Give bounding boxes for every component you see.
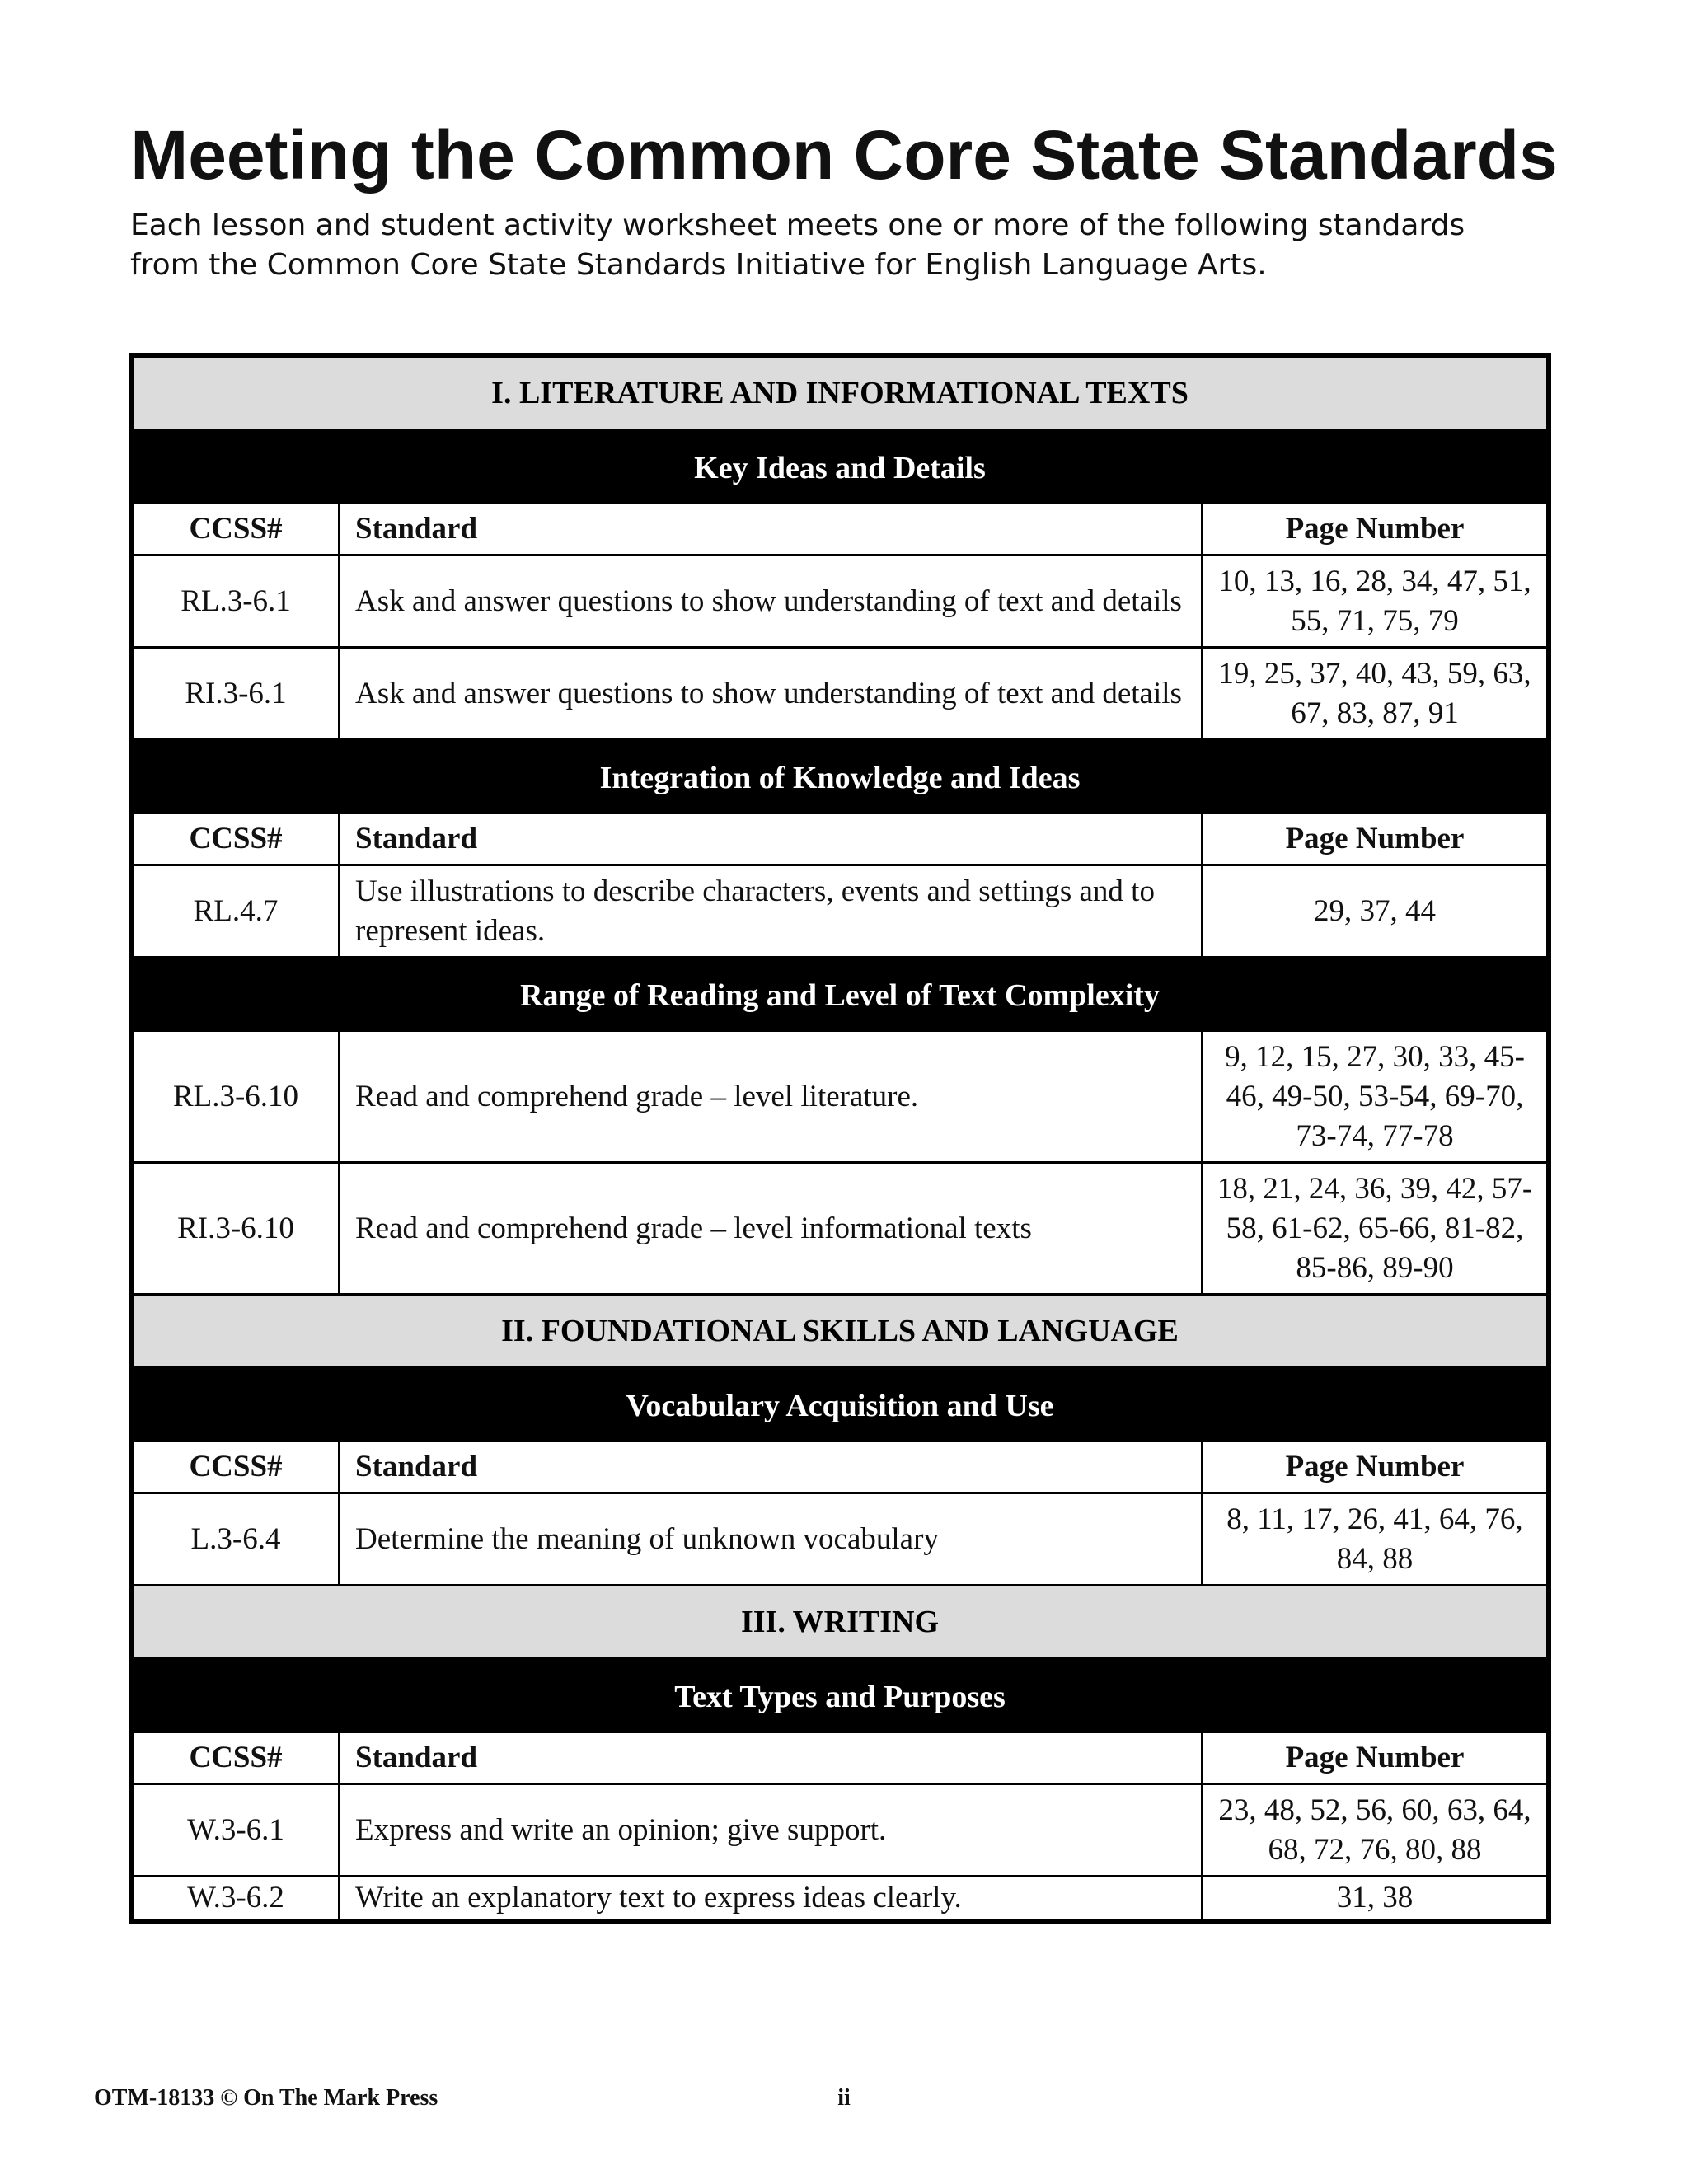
page-numbers: 29, 37, 44 bbox=[1203, 866, 1546, 958]
standards-table bbox=[129, 353, 1551, 1924]
ccss-code: RL.4.7 bbox=[134, 866, 340, 958]
page-numbers: 18, 21, 24, 36, 39, 42, 57-58, 61-62, 65-66, 81-82, 85-86, 89-90 bbox=[1203, 1164, 1546, 1296]
subsection-heading-integration: Integration of Knowledge and Ideas bbox=[134, 741, 1546, 814]
intro-line: from the Common Core State Standards Initiative for English Language Arts. bbox=[130, 248, 1267, 282]
intro-line: Each lesson and student activity worksheet meets one or more of the following standards bbox=[130, 209, 1465, 242]
ccss-code: W.3-6.2 bbox=[134, 1877, 340, 1919]
footer-page-number: ii bbox=[837, 2085, 851, 2111]
ccss-code: RL.3-6.10 bbox=[134, 1032, 340, 1164]
column-header-page-number: Page Number bbox=[1203, 1442, 1546, 1494]
column-header-standard: Standard bbox=[340, 1733, 1203, 1785]
standard-text: Read and comprehend grade – level literature. bbox=[340, 1032, 1203, 1164]
standard-text: Determine the meaning of unknown vocabulary bbox=[340, 1494, 1203, 1586]
column-header-page-number: Page Number bbox=[1203, 504, 1546, 556]
footer-publisher: OTM-18133 © On The Mark Press bbox=[94, 2085, 438, 2111]
section-heading-literature: I. LITERATURE AND INFORMATIONAL TEXTS bbox=[134, 358, 1546, 431]
section-heading-writing: III. WRITING bbox=[134, 1586, 1546, 1660]
page-numbers: 8, 11, 17, 26, 41, 64, 76, 84, 88 bbox=[1203, 1494, 1546, 1586]
page-numbers: 31, 38 bbox=[1336, 1881, 1414, 1915]
column-header-standard: Standard bbox=[340, 504, 1203, 556]
subsection-heading-key-ideas: Key Ideas and Details bbox=[134, 431, 1546, 504]
ccss-code: RL.3-6.1 bbox=[134, 556, 340, 649]
subsection-heading-range-of-reading: Range of Reading and Level of Text Complexity bbox=[134, 958, 1546, 1032]
intro-paragraph bbox=[130, 206, 1581, 285]
page-numbers: 23, 48, 52, 56, 60, 63, 64, 68, 72, 76, 80, 88 bbox=[1203, 1785, 1546, 1877]
ccss-code: RI.3-6.10 bbox=[134, 1164, 340, 1296]
standard-text: Ask and answer questions to show understanding of text and details bbox=[340, 649, 1203, 741]
column-header-page-number: Page Number bbox=[1203, 814, 1546, 866]
subsection-heading-vocabulary: Vocabulary Acquisition and Use bbox=[134, 1369, 1546, 1442]
page-numbers: 9, 12, 15, 27, 30, 33, 45-46, 49-50, 53-54, 69-70, 73-74, 77-78 bbox=[1203, 1032, 1546, 1164]
column-header-ccss: CCSS# bbox=[134, 504, 340, 556]
section-heading-foundational: II. FOUNDATIONAL SKILLS AND LANGUAGE bbox=[134, 1296, 1546, 1369]
page-title: Meeting the Common Core State Standards bbox=[130, 116, 1558, 194]
ccss-code: L.3-6.4 bbox=[134, 1494, 340, 1586]
ccss-code: W.3-6.1 bbox=[134, 1785, 340, 1877]
page-numbers: 10, 13, 16, 28, 34, 47, 51, 55, 71, 75, 79 bbox=[1203, 556, 1546, 649]
column-header-page-number: Page Number bbox=[1203, 1733, 1546, 1785]
column-header-ccss: CCSS# bbox=[134, 814, 340, 866]
standard-text: Use illustrations to describe characters, events and settings and to represent ideas. bbox=[340, 866, 1203, 958]
column-header-ccss: CCSS# bbox=[134, 1733, 340, 1785]
standard-text: Ask and answer questions to show understanding of text and details bbox=[340, 556, 1203, 649]
column-header-ccss: CCSS# bbox=[134, 1442, 340, 1494]
column-header-standard: Standard bbox=[340, 1442, 1203, 1494]
column-header-standard: Standard bbox=[340, 814, 1203, 866]
subsection-heading-text-types: Text Types and Purposes bbox=[134, 1660, 1546, 1733]
standard-text: Write an explanatory text to express ideas clearly. bbox=[340, 1877, 1203, 1919]
standard-text: Express and write an opinion; give support. bbox=[340, 1785, 1203, 1877]
standard-text: Read and comprehend grade – level informational texts bbox=[340, 1164, 1203, 1296]
page-numbers: 19, 25, 37, 40, 43, 59, 63, 67, 83, 87, 91 bbox=[1203, 649, 1546, 741]
ccss-code: RI.3-6.1 bbox=[134, 649, 340, 741]
